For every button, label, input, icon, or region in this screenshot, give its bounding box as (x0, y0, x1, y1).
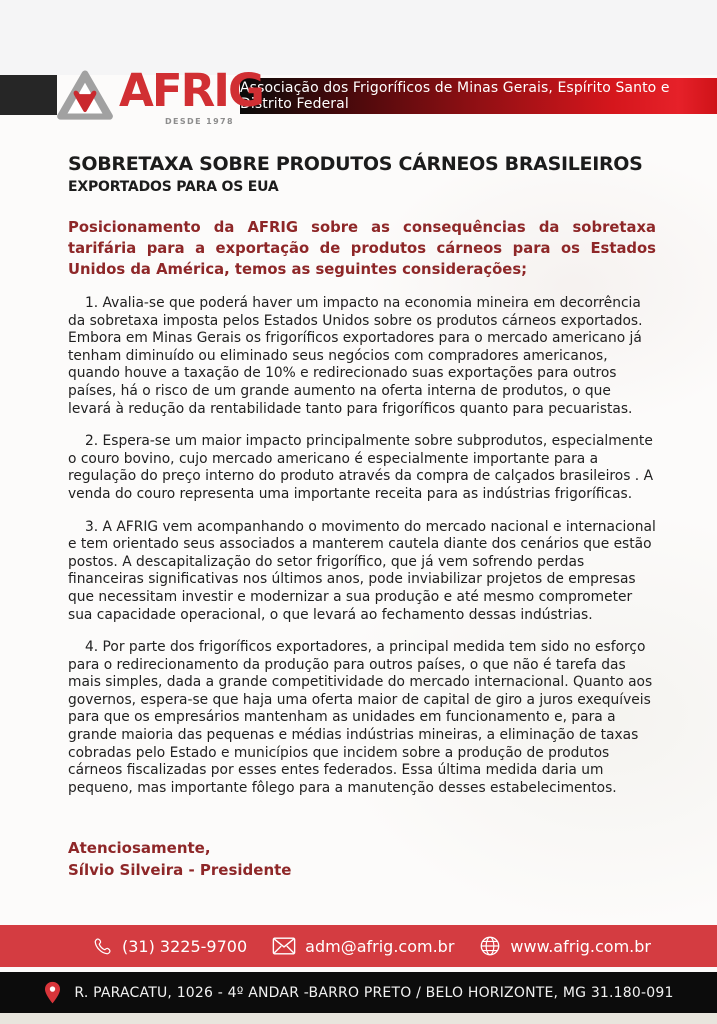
signature-closing: Atenciosamente, (68, 839, 211, 858)
logo-wordmark: AFRIG (119, 64, 263, 117)
footer-email-text: adm@afrig.com.br (305, 936, 455, 956)
header-banner (240, 78, 717, 114)
intro-statement: Posicionamento da AFRIG sobre as consequências da sobretaxa tarifária para a exportação de produtos cárneos para os Estados Unidos da América, temos as seguintes considerações; (68, 219, 656, 278)
footer-phone-text: (31) 3225-9700 (122, 936, 248, 956)
footer-address-bar (0, 972, 717, 1013)
paragraph-1: 1. Avalia-se que poderá haver um impacto na economia mineira em decorrência da sobretaxa imposta pelos Estados Unidos sobre os produtos cárneos exportados. Embora em Minas Gerais os frigoríficos exportadores para o mercado americano já tenham diminuído ou eliminado seus negócios com compradores americanos, quando houve a taxação de 10% e redirecionado suas exportações para outros países, há o risco de um grande aumento na oferta interna de produtos, o que levará à redução da rentabilidade tanto para frigoríficos quanto para pecuaristas. (68, 295, 643, 417)
header-black-accent-bar (0, 75, 57, 115)
signature-block (68, 837, 656, 881)
letter-body (68, 152, 656, 881)
footer-website-text: www.afrig.com.br (510, 936, 651, 956)
footer-contact-bar (0, 925, 717, 967)
footer-address-text: R. PARACATU, 1026 - 4º ANDAR -BARRO PRETO / BELO HORIZONTE, MG 31.180-091 (74, 984, 674, 1001)
footer-website[interactable] (479, 935, 651, 957)
afrig-bull-triangle-logo (56, 70, 114, 122)
banner-text: Associação dos Frigoríficos de Minas Gerais, Espírito Santo e Distrito Federal (240, 80, 670, 112)
page-subtitle: EXPORTADOS PARA OS EUA (68, 179, 279, 195)
paragraph-3: 3. A AFRIG vem acompanhando o movimento do mercado nacional e internacional e tem orientado seus associados a manterem cautela diante dos cenários que estão postos. A descapitalização do setor frigorífico, que já vem sofrendo perdas financeiras significativas nos últimos anos, pode inviabilizar projetos de empresas que necessitam investir e modernizar a sua produção e até mesmo comprometer sua capacidade operacional, o que levará ao fechamento dessas indústrias. (68, 518, 656, 623)
phone-icon (92, 936, 113, 957)
page-title: SOBRETAXA SOBRE PRODUTOS CÁRNEOS BRASILEIROS (68, 153, 643, 175)
footer-email[interactable] (272, 936, 454, 956)
envelope-icon (272, 936, 296, 956)
paragraph-2: 2. Espera-se um maior impacto principalmente sobre subprodutos, especialmente o couro bovino, cujo mercado americano é especialmente importante para a regulação do preço interno do produto através da compra de calçados brasileiros . A venda do couro representa uma importante receita para as indústrias frigoríficas. (68, 433, 654, 502)
logo-tagline: DESDE 1978 (164, 117, 234, 126)
footer-phone[interactable] (92, 936, 247, 957)
paragraph-4: 4. Por parte dos frigoríficos exportadores, a principal medida tem sido no esforço para o redirecionamento da produção para outros países, o que não é tarefa das mais simples, dada a grande competitividade do mercado internacional. Quanto aos governos, espera-se que haja uma oferta maior de capital de giro a juros exequíveis para que os empresários mantenham as unidades em funcionamento e, para a grande maioria das pequenas e médias indústrias mineiras, a eliminação de taxas cobradas pelo Estado e municípios que incidem sobre a produção de produtos cárneos fiscalizadas por esses entes federados. Essa última medida daria um pequeno, mas importante fôlego para a manutenção desses estabelecimentos. (68, 639, 653, 796)
footer-bottom-strip (0, 1013, 717, 1024)
globe-icon (479, 935, 501, 957)
location-pin-icon (43, 981, 62, 1005)
signature-name: Sílvio Silveira - Presidente (68, 861, 292, 880)
